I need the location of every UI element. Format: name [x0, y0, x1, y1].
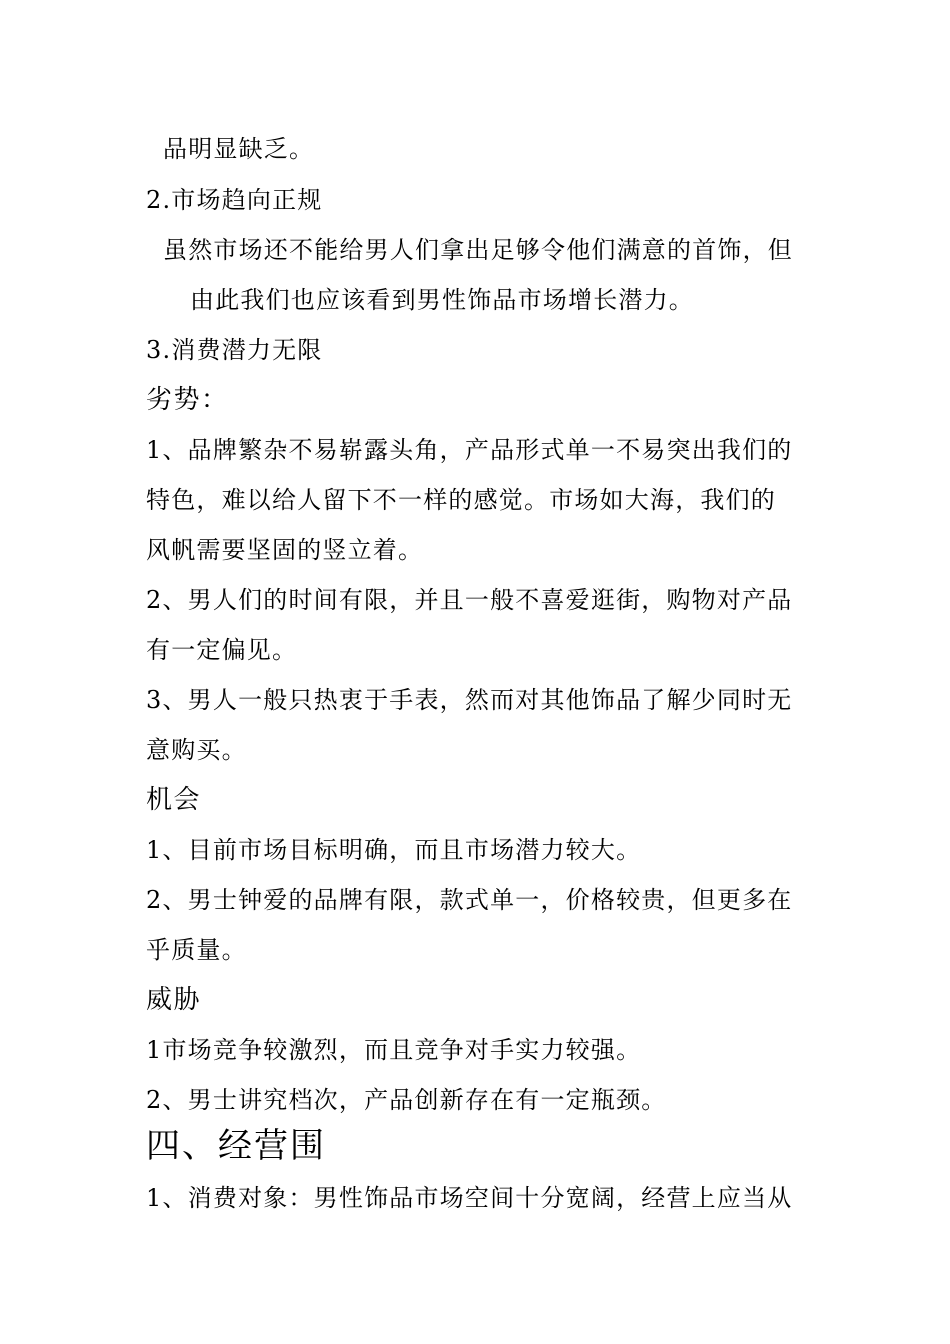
text-line: 1、品牌繁杂不易崭露头角，产品形式单一不易突出我们的	[146, 436, 793, 464]
text-line: 2、男人们的时间有限，并且一般不喜爱逛街，购物对产品	[146, 586, 793, 614]
section-heading-opportunities: 机会	[146, 785, 202, 815]
text-line: 2、男士讲究档次，产品创新存在有一定瓶颈。	[146, 1086, 667, 1114]
text-line: 3、男人一般只热衷于手表，然而对其他饰品了解少同时无	[146, 686, 793, 714]
text-line: 有一定偏见。	[146, 636, 298, 664]
text-line: 品明显缺乏。	[163, 135, 315, 163]
section-heading-weaknesses: 劣势：	[146, 385, 229, 415]
text-line: 3.消费潜力无限	[146, 336, 323, 364]
text-line: 2.市场趋向正规	[146, 186, 323, 214]
text-line: 意购买。	[146, 736, 247, 764]
text-line: 由此我们也应该看到男性饰品市场增长潜力。	[190, 286, 694, 314]
text-line: 1、目前市场目标明确，而且市场潜力较大。	[146, 836, 642, 864]
text-line: 2、男士钟爱的品牌有限，款式单一，价格较贵，但更多在	[146, 886, 793, 914]
chapter-heading: 四、经营围	[146, 1126, 326, 1166]
text-line: 1市场竞争较激烈，而且竞争对手实力较强。	[146, 1036, 642, 1064]
text-line: 特色，难以给人留下不一样的感觉。市场如大海，我们的	[146, 486, 776, 514]
text-line: 1、消费对象：男性饰品市场空间十分宽阔，经营上应当从	[146, 1184, 793, 1212]
text-line: 风帆需要坚固的竖立着。	[146, 536, 424, 564]
text-line: 虽然市场还不能给男人们拿出足够令他们满意的首饰，但	[163, 236, 793, 264]
section-heading-threats: 威胁	[146, 985, 202, 1015]
text-line: 乎质量。	[146, 936, 247, 964]
